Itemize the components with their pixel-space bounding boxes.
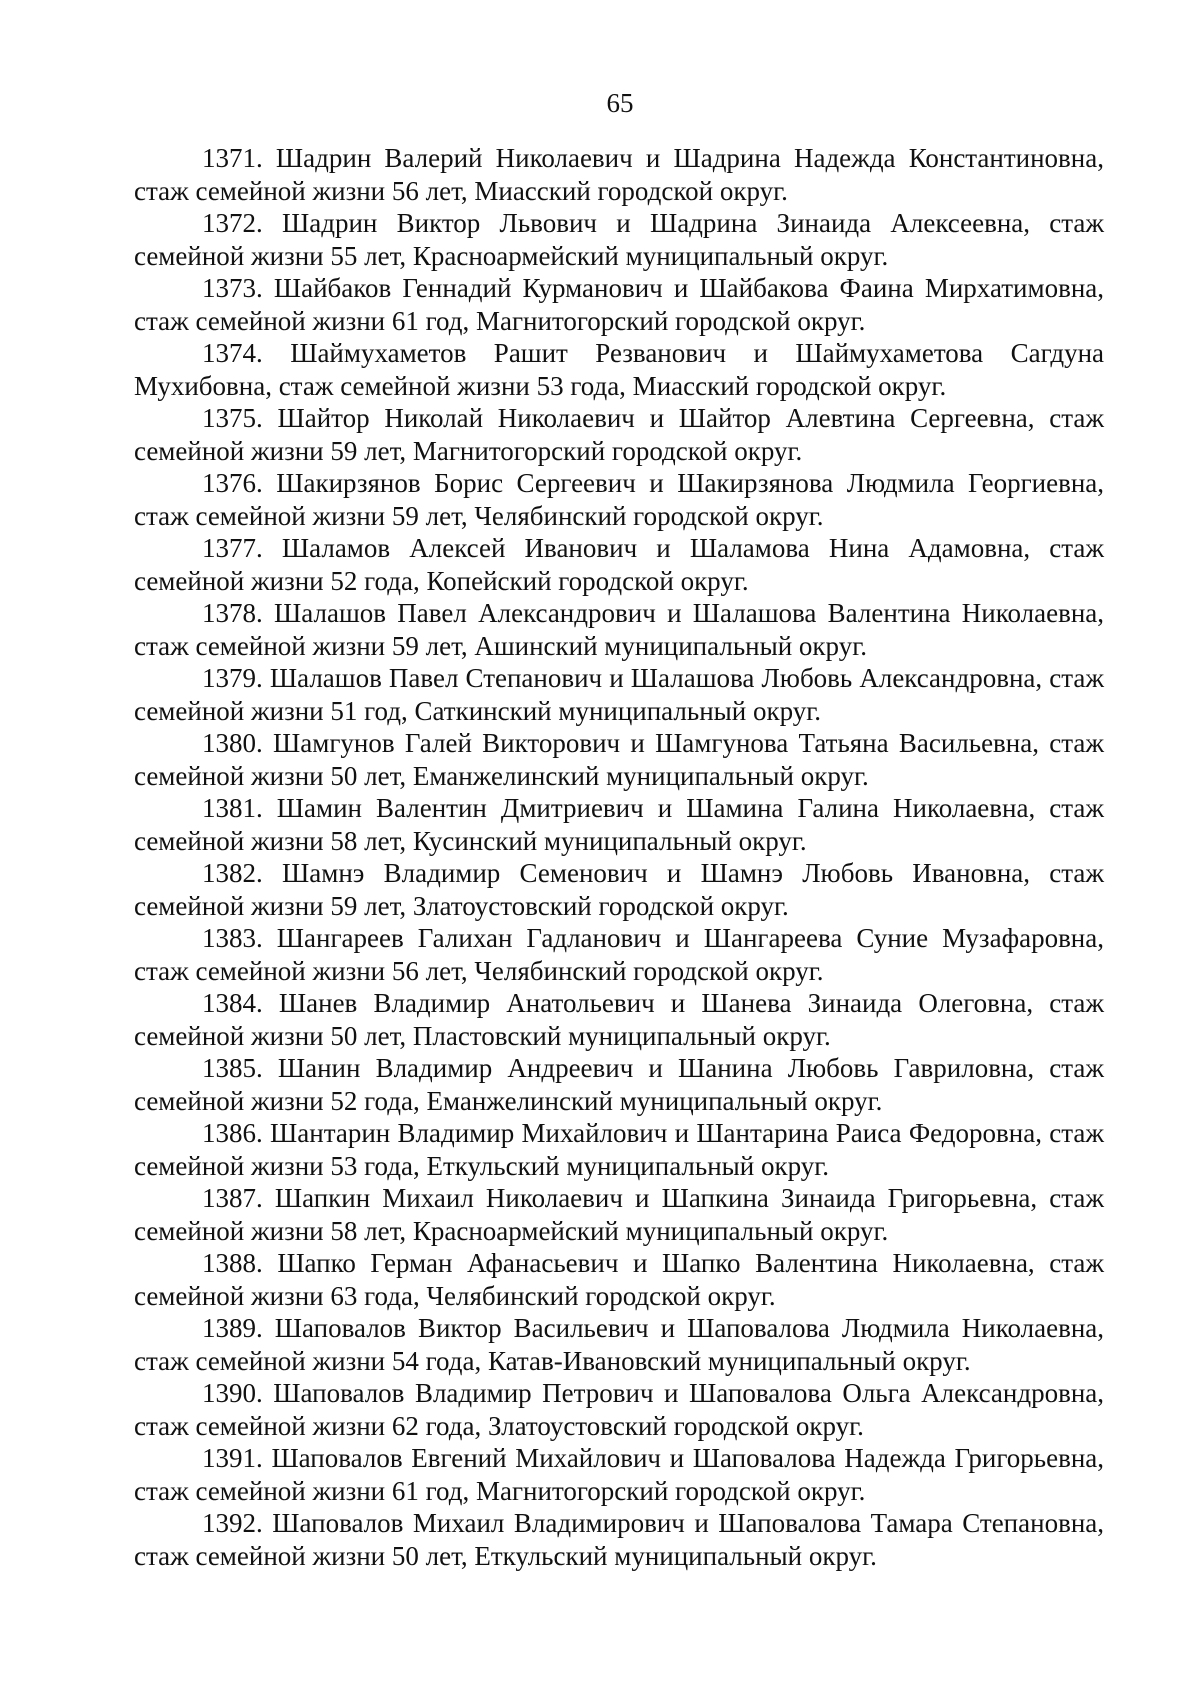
entry-text: Шапко Герман Афанасьевич и Шапко Валентина Николаевна, стаж семейной жизни 63 года, Челябинский городской округ.: [134, 1248, 1104, 1311]
entry-text: Шанин Владимир Андреевич и Шанина Любовь Гавриловна, стаж семейной жизни 52 года, Еманжелинский муниципальный округ.: [134, 1053, 1104, 1116]
list-item: [134, 857, 1104, 922]
entry-number: 1388.: [202, 1248, 263, 1278]
list-item: [134, 1312, 1104, 1377]
entry-text: Шайбаков Геннадий Курманович и Шайбакова Фаина Мирхатимовна, стаж семейной жизни 61 год, Магнитогорский городской округ.: [134, 273, 1105, 336]
entry-text: Шанев Владимир Анатольевич и Шанева Зинаида Олеговна, стаж семейной жизни 50 лет, Пластовский муниципальный округ.: [134, 988, 1105, 1051]
entry-text: Шаповалов Михаил Владимирович и Шаповалова Тамара Степановна, стаж семейной жизни 50 лет, Еткульский муниципальный округ.: [134, 1508, 1104, 1571]
entry-number: 1387.: [202, 1183, 263, 1213]
entry-number: 1371.: [202, 143, 263, 173]
entry-text: Шангареев Галихан Гадланович и Шангареева Суние Музафаровна, стаж семейной жизни 56 лет, Челябинский городской округ.: [134, 923, 1104, 986]
entry-number: 1386.: [202, 1118, 263, 1148]
list-item: [134, 207, 1104, 272]
entry-text: Шадрин Валерий Николаевич и Шадрина Надежда Константиновна, стаж семейной жизни 56 лет, Миасский городской округ.: [134, 143, 1104, 206]
list-item: [134, 272, 1104, 337]
list-item: [134, 467, 1104, 532]
entry-text: Шакирзянов Борис Сергеевич и Шакирзянова Людмила Георгиевна, стаж семейной жизни 59 лет, Челябинский городской округ.: [134, 468, 1105, 531]
list-item: [134, 1117, 1104, 1182]
entry-list: [134, 142, 1104, 1572]
list-item: [134, 1507, 1104, 1572]
list-item: [134, 597, 1104, 662]
entry-number: 1390.: [202, 1378, 263, 1408]
entry-text: Шаповалов Виктор Васильевич и Шаповалова Людмила Николаевна, стаж семейной жизни 54 года, Катав-Ивановский муниципальный округ.: [134, 1313, 1104, 1376]
entry-number: 1392.: [202, 1508, 263, 1538]
list-item: [134, 1247, 1104, 1312]
entry-number: 1373.: [202, 273, 263, 303]
list-item: [134, 792, 1104, 857]
entry-text: Шамгунов Галей Викторович и Шамгунова Татьяна Васильевна, стаж семейной жизни 50 лет, Еманжелинский муниципальный округ.: [134, 728, 1104, 791]
entry-text: Шаповалов Владимир Петрович и Шаповалова Ольга Александровна, стаж семейной жизни 62 года, Златоустовский городской округ.: [134, 1378, 1105, 1441]
entry-text: Шалашов Павел Александрович и Шалашова Валентина Николаевна, стаж семейной жизни 59 лет, Ашинский муниципальный округ.: [134, 598, 1104, 661]
entry-text: Шамин Валентин Дмитриевич и Шамина Галина Николаевна, стаж семейной жизни 58 лет, Кусинский муниципальный округ.: [134, 793, 1105, 856]
entry-number: 1380.: [202, 728, 263, 758]
list-item: [134, 727, 1104, 792]
entry-text: Шамнэ Владимир Семенович и Шамнэ Любовь Ивановна, стаж семейной жизни 59 лет, Златоустовский городской округ.: [134, 858, 1105, 921]
entry-number: 1381.: [202, 793, 263, 823]
entry-number: 1385.: [202, 1053, 263, 1083]
list-item: [134, 142, 1104, 207]
entry-number: 1389.: [202, 1313, 263, 1343]
list-item: [134, 1182, 1104, 1247]
entry-number: 1378.: [202, 598, 263, 628]
entry-text: Шантарин Владимир Михайлович и Шантарина Раиса Федоровна, стаж семейной жизни 53 года, Еткульский муниципальный округ.: [134, 1118, 1104, 1181]
entry-number: 1382.: [202, 858, 263, 888]
entry-text: Шаламов Алексей Иванович и Шаламова Нина Адамовна, стаж семейной жизни 52 года, Копейский городской округ.: [134, 533, 1105, 596]
list-item: [134, 1377, 1104, 1442]
entry-number: 1374.: [202, 338, 263, 368]
list-item: [134, 402, 1104, 467]
entry-number: 1391.: [202, 1443, 263, 1473]
entry-number: 1377.: [202, 533, 263, 563]
list-item: [134, 662, 1104, 727]
entry-number: 1384.: [202, 988, 263, 1018]
entry-number: 1379.: [202, 663, 263, 693]
entry-number: 1383.: [202, 923, 263, 953]
entry-text: Шалашов Павел Степанович и Шалашова Любовь Александровна, стаж семейной жизни 51 год, Саткинский муниципальный округ.: [134, 663, 1105, 726]
entry-text: Шайтор Николай Николаевич и Шайтор Алевтина Сергеевна, стаж семейной жизни 59 лет, Магнитогорский городской округ.: [134, 403, 1104, 466]
list-item: [134, 1052, 1104, 1117]
entry-number: 1375.: [202, 403, 263, 433]
entry-text: Шаповалов Евгений Михайлович и Шаповалова Надежда Григорьевна, стаж семейной жизни 61 год, Магнитогорский городской округ.: [134, 1443, 1105, 1506]
list-item: [134, 337, 1104, 402]
page-number: 65: [606, 88, 634, 118]
entry-text: Шадрин Виктор Львович и Шадрина Зинаида Алексеевна, стаж семейной жизни 55 лет, Красноармейский муниципальный округ.: [134, 208, 1105, 271]
entry-text: Шаймухаметов Рашит Резванович и Шаймухаметова Сагдуна Мухибовна, стаж семейной жизни 53 года, Миасский городской округ.: [134, 338, 1104, 401]
list-item: [134, 987, 1104, 1052]
list-item: [134, 1442, 1104, 1507]
entry-number: 1376.: [202, 468, 263, 498]
entry-number: 1372.: [202, 208, 263, 238]
list-item: [134, 922, 1104, 987]
entry-text: Шапкин Михаил Николаевич и Шапкина Зинаида Григорьевна, стаж семейной жизни 58 лет, Красноармейский муниципальный округ.: [134, 1183, 1105, 1246]
list-item: [134, 532, 1104, 597]
